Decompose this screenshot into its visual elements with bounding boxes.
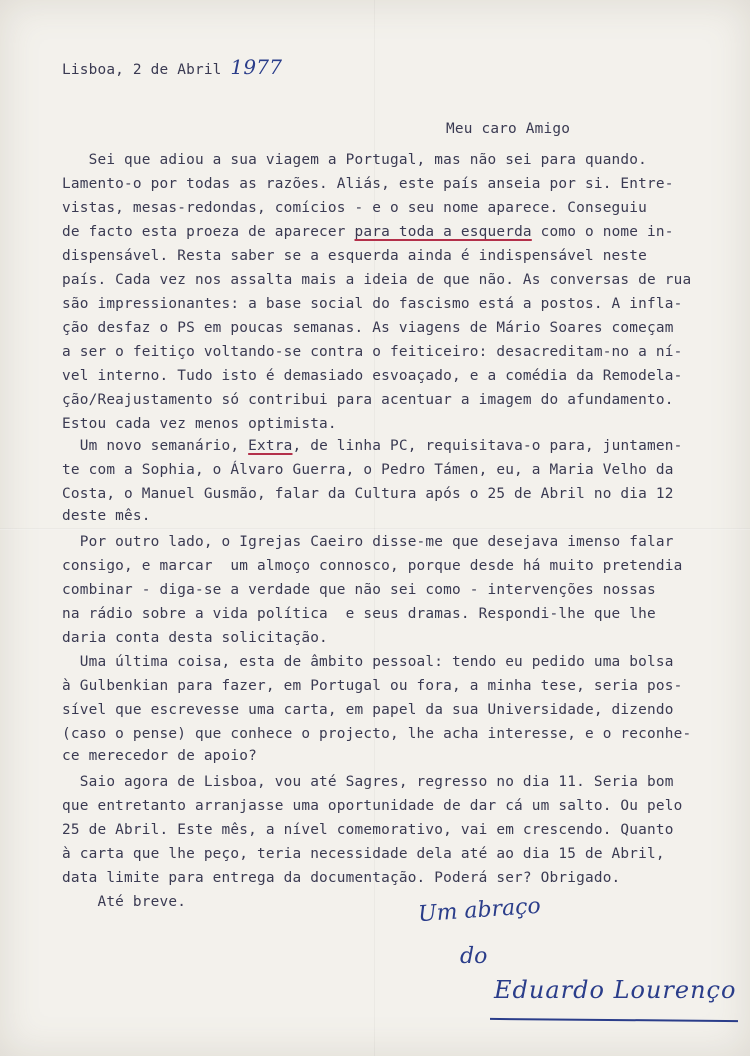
body-line-8: ção desfaz o PS em poucas semanas. As viagens de Mário Soares começam — [62, 320, 674, 336]
body-line-19: combinar - diga-se a verdade que não sei como - intervenções nossas — [62, 582, 656, 598]
salutation: Meu caro Amigo — [446, 121, 571, 137]
body-line-11: ção/Reajustamento só contribui para acentuar a imagem do afundamento. — [62, 392, 674, 408]
body-line-31: data limite para entrega da documentação. Poderá ser? Obrigado. — [62, 870, 621, 886]
body-line-27: Saio agora de Lisboa, vou até Sagres, regresso no dia 11. Seria bom — [62, 774, 674, 790]
body-line-6: país. Cada vez nos assalta mais a ideia de que não. As conversas de rua — [62, 272, 692, 288]
body-line-20: na rádio sobre a vida política e seus dramas. Respondi-lhe que lhe — [62, 606, 656, 622]
body-line-13-start: Um novo semanário, — [62, 438, 249, 454]
body-line-15: Costa, o Manuel Gusmão, falar da Cultura após o 25 de Abril no dia 12 — [62, 486, 674, 502]
body-line-23: à Gulbenkian para fazer, em Portugal ou fora, a minha tese, seria pos- — [62, 678, 683, 694]
handwritten-year: 1977 — [230, 55, 283, 79]
body-line-14: te com a Sophia, o Álvaro Guerra, o Pedro Támen, eu, a Maria Velho da — [62, 462, 674, 478]
body-line-18: consigo, e marcar um almoço connosco, porque desde há muito pretendia — [62, 558, 683, 574]
underlined-word-extra: Extra — [248, 438, 293, 454]
body-line-4-start: de facto esta proeza de aparecer — [62, 224, 355, 240]
underlined-phrase: para toda a esquerda — [354, 224, 532, 240]
body-line-17: Por outro lado, o Igrejas Caeiro disse-me que desejava imenso falar — [62, 534, 674, 550]
body-line-12: Estou cada vez menos optimista. — [62, 416, 337, 432]
body-line-21: daria conta desta solicitação. — [62, 630, 328, 646]
body-line-7: são impressionantes: a base social do fascismo está a postos. A infla- — [62, 296, 683, 312]
body-line-30: à carta que lhe peço, teria necessidade dela até ao dia 15 de Abril, — [62, 846, 665, 862]
body-line-32: Até breve. — [62, 894, 187, 910]
signature: Eduardo Lourenço — [494, 976, 737, 1004]
body-line-4-end: como o nome in- — [531, 224, 674, 240]
body-line-29: 25 de Abril. Este mês, a nível comemorativo, vai em crescendo. Quanto — [62, 822, 674, 838]
body-line-3: vistas, mesas-redondas, comícios - e o seu nome aparece. Conseguiu — [62, 200, 648, 216]
body-line-26: ce merecedor de apoio? — [62, 748, 258, 764]
closing-line-2: do — [460, 944, 488, 969]
body-line-13-end: , de linha PC, requisitava-o para, juntamen- — [292, 438, 683, 454]
place-date-text: Lisboa, 2 de Abril — [62, 62, 231, 78]
body-line-22: Uma última coisa, esta de âmbito pessoal: tendo eu pedido uma bolsa — [62, 654, 674, 670]
body-line-1: Sei que adiou a sua viagem a Portugal, mas não sei para quando. — [62, 152, 648, 168]
body-line-5: dispensável. Resta saber se a esquerda ainda é indispensável neste — [62, 248, 648, 264]
body-line-13 — [62, 434, 683, 458]
body-line-16: deste mês. — [62, 508, 151, 524]
body-line-24: sível que escrevesse uma carta, em papel da sua Universidade, dizendo — [62, 702, 674, 718]
body-line-10: vel interno. Tudo isto é demasiado esvoaçado, e a comédia da Remodela- — [62, 368, 683, 384]
closing-line-1: Um abraço — [417, 893, 542, 928]
body-line-4 — [62, 220, 674, 244]
signature-underline — [490, 1018, 738, 1022]
place-date — [62, 55, 282, 79]
body-line-25: (caso o pense) que conhece o projecto, lhe acha interesse, e o reconhe- — [62, 726, 692, 742]
body-line-2: Lamento-o por todas as razões. Aliás, este país anseia por si. Entre- — [62, 176, 674, 192]
body-line-9: a ser o feitiço voltando-se contra o feiticeiro: desacreditam-no a ní- — [62, 344, 683, 360]
body-line-28: que entretanto arranjasse uma oportunidade de dar cá um salto. Ou pelo — [62, 798, 683, 814]
